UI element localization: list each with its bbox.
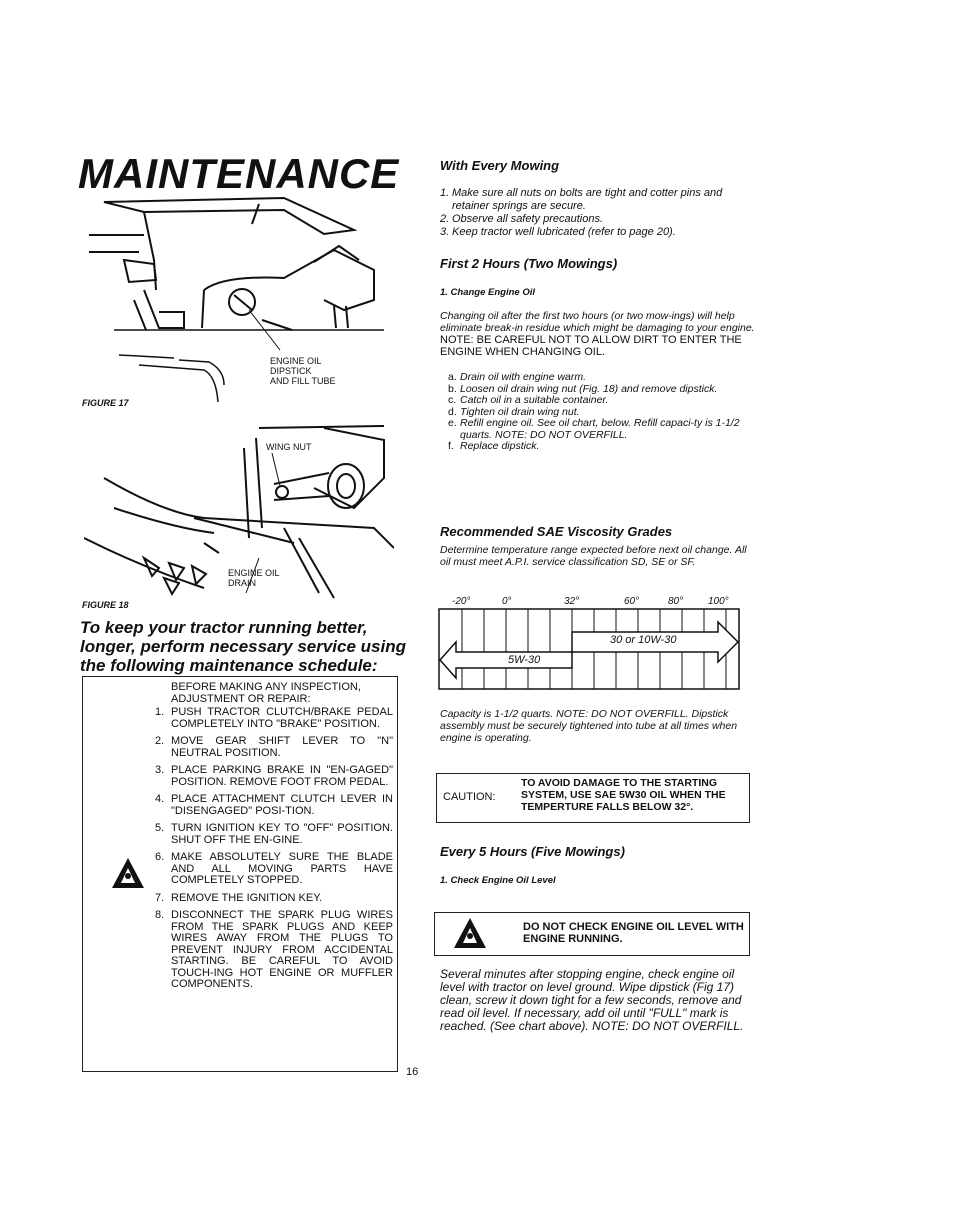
item-text: Make sure all nuts on bolts are tight and cotter pins and retainer springs are secure. [452, 187, 723, 212]
item-text: PLACE ATTACHMENT CLUTCH LEVER IN "DISENGAGED" POSI-TION. [171, 793, 393, 817]
every-mowing-heading: With Every Mowing [440, 158, 560, 173]
list-item [155, 823, 393, 846]
dirt-note: NOTE: BE CAREFUL NOT TO ALLOW DIRT TO ENTER THE ENGINE WHEN CHANGING OIL. [440, 334, 742, 358]
figure-18-label: FIGURE 18 [82, 600, 129, 610]
list-item [448, 395, 758, 407]
list-item [155, 794, 393, 817]
five-hours-section [440, 844, 758, 886]
engine-oil-drain-callout [228, 568, 280, 588]
item-number: d. [448, 405, 457, 418]
item-text: Catch oil in a suitable container. [460, 394, 609, 406]
capacity-text: Capacity is 1-1/2 quarts. NOTE: DO NOT OVERFILL. Dipstick assembly must be securely tightened into tube at all times when engine is operating. [440, 708, 738, 744]
item-number: c. [448, 394, 457, 406]
list-item [440, 226, 758, 239]
item-text: TURN IGNITION KEY TO "OFF" POSITION. SHUT OFF THE EN-GINE. [171, 822, 393, 846]
item-text: Tighten oil drain wing nut. [460, 405, 580, 418]
warning-icon [453, 917, 487, 949]
schedule-headline: To keep your tractor running better, longer, perform necessary service using the following maintenance schedule: [80, 618, 406, 675]
item-text: Refill engine oil. See oil chart, below. Refill capaci-ty is 1-1/2 quarts. NOTE: DO NOT OVERFILL. [460, 417, 740, 441]
every-mowing-section [440, 158, 758, 239]
callout-line: ENGINE OIL [270, 356, 322, 366]
change-oil-paragraph: Changing oil after the first two hours (or two mow-ings) will help eliminate break-in residue which might be damaging to your engine. [440, 310, 755, 334]
temp-label: 80° [668, 596, 684, 607]
item-number: 2. [155, 735, 165, 747]
item-text: REMOVE THE IGNITION KEY. [171, 891, 323, 904]
item-number: 8. [155, 909, 165, 921]
item-number: 3. [155, 764, 165, 776]
item-number: b. [448, 382, 457, 395]
grade-5w30-label: 5W-30 [508, 654, 541, 666]
check-oil-section [440, 968, 752, 1033]
safety-instructions-box [82, 676, 398, 1072]
figure-17-label: FIGURE 17 [82, 398, 129, 408]
viscosity-section [440, 524, 758, 568]
page-title: MAINTENANCE [78, 150, 400, 197]
caution-box [436, 773, 750, 823]
viscosity-paragraph: Determine temperature range expected before next oil change. All oil must meet A.P.I. service classification SD, SE or SF. [440, 544, 747, 568]
list-item [155, 910, 393, 991]
list-item [448, 441, 758, 453]
list-item [448, 418, 758, 441]
grade-30-label: 30 or 10W-30 [610, 634, 677, 646]
list-item [155, 852, 393, 887]
item-number: 2. [440, 213, 450, 225]
figure-17-callout [270, 356, 336, 386]
item-number: a. [448, 371, 457, 383]
item-text: MOVE GEAR SHIFT LEVER TO "N" NEUTRAL POSITION. [171, 735, 393, 759]
check-oil-paragraph: Several minutes after stopping engine, check engine oil level with tractor on level ground. Wipe dipstick (Fig 17) clean, screw it down tight for a few seconds, remove and read oil level. If necessary, add oil until "FULL" mark is reached. (See chart above). NOTE: DO NOT OVERFILL. [440, 967, 744, 1033]
change-oil-subheading: 1. Change Engine Oil [440, 287, 536, 298]
list-item [155, 893, 393, 905]
item-number: 1. [155, 706, 165, 718]
capacity-note [440, 708, 758, 744]
temp-label: -20° [452, 596, 471, 607]
item-text: PUSH TRACTOR CLUTCH/BRAKE PEDAL COMPLETELY INTO "BRAKE" POSITION. [171, 706, 393, 730]
list-item [155, 736, 393, 759]
list-item [448, 372, 758, 384]
temp-label: 0° [502, 596, 512, 607]
caution-text: TO AVOID DAMAGE TO THE STARTING SYSTEM, USE SAE 5W30 OIL WHEN THE TEMPERTURE FALLS BELOW 32°. [521, 777, 726, 813]
temp-label: 32° [564, 596, 580, 607]
first-hours-section [440, 256, 758, 453]
item-number: f. [448, 440, 454, 452]
item-text: PLACE PARKING BRAKE IN "EN-GAGED" POSITION. REMOVE FOOT FROM PEDAL. [171, 764, 393, 788]
item-text: Loosen oil drain wing nut (Fig. 18) and remove dipstick. [460, 382, 718, 395]
list-item [440, 213, 758, 226]
callout-line: DIPSTICK [270, 366, 312, 376]
item-text: DISCONNECT THE SPARK PLUG WIRES FROM THE SPARK PLUGS AND KEEP WIRES AWAY FROM THE PLUGS TO PREVENT INJURY FROM ACCIDENTAL STARTING. BE CAREFUL TO AVOID TOUCH-ING HOT ENGINE OR MUFFLER COMPONENTS. [171, 909, 393, 990]
warning-icon [111, 857, 145, 889]
wing-nut-callout: WING NUT [266, 442, 312, 452]
item-text: Drain oil with engine warm. [460, 371, 587, 383]
item-text: Observe all safety precautions. [452, 213, 604, 225]
item-number: 3. [440, 226, 450, 238]
safety-list [155, 707, 393, 997]
item-number: e. [448, 417, 457, 429]
item-number: 5. [155, 822, 165, 834]
viscosity-chart [438, 608, 744, 692]
list-item [155, 765, 393, 788]
item-number: 7. [155, 891, 165, 904]
oil-change-steps [440, 372, 758, 453]
safety-intro: BEFORE MAKING ANY INSPECTION, ADJUSTMENT OR REPAIR: [171, 681, 361, 705]
callout-line: DRAIN [228, 578, 257, 588]
item-number: 1. [440, 187, 450, 199]
temp-label: 100° [708, 596, 729, 607]
callout-line: AND FILL TUBE [270, 376, 336, 386]
item-text: Keep tractor well lubricated (refer to page 20). [452, 226, 676, 238]
item-number: 4. [155, 793, 165, 805]
every-mowing-list [440, 187, 758, 239]
viscosity-heading: Recommended SAE Viscosity Grades [440, 524, 673, 539]
page-number: 16 [406, 1066, 419, 1078]
caution-label: CAUTION: [443, 791, 496, 803]
list-item [440, 187, 758, 213]
oil-level-warning-text: DO NOT CHECK ENGINE OIL LEVEL WITH ENGINE RUNNING. [523, 921, 744, 945]
item-text: Replace dipstick. [460, 440, 540, 452]
oil-level-warning-box [434, 912, 750, 956]
callout-line: ENGINE OIL [228, 568, 280, 578]
item-text: MAKE ABSOLUTELY SURE THE BLADE AND ALL MOVING PARTS HAVE COMPLETELY STOPPED. [171, 851, 393, 886]
temp-label: 60° [624, 596, 640, 607]
item-number: 6. [155, 851, 165, 863]
figure-17-illustration [84, 190, 394, 405]
first-hours-heading: First 2 Hours (Two Mowings) [440, 256, 618, 271]
check-oil-subheading: 1. Check Engine Oil Level [440, 875, 556, 886]
list-item [155, 707, 393, 730]
five-hours-heading: Every 5 Hours (Five Mowings) [440, 844, 625, 859]
